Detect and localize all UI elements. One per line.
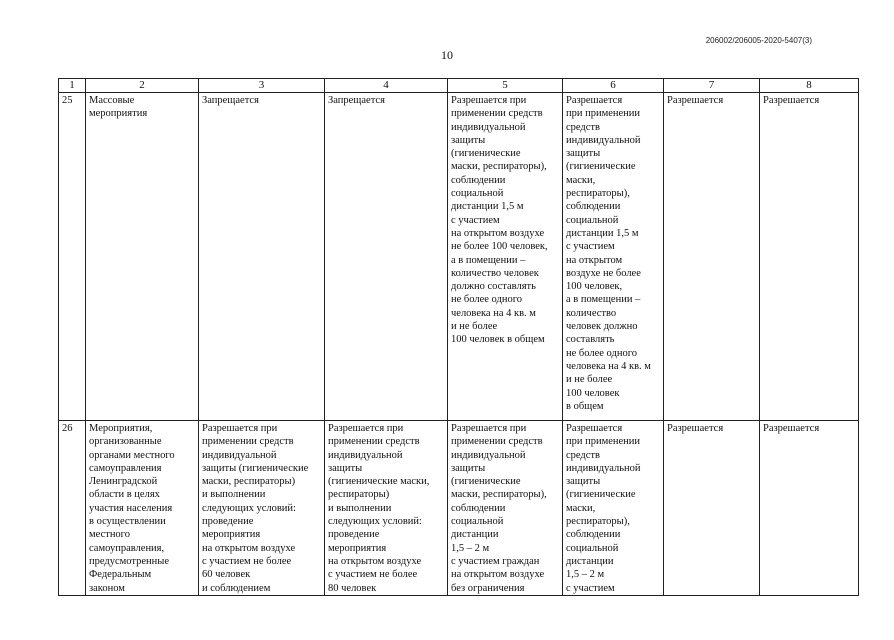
header-cell-6: 6 (563, 79, 664, 93)
header-row (59, 79, 859, 93)
document-number: 206002/206005-2020-5407(3) (705, 36, 812, 45)
row-number-cell: 26 (59, 421, 86, 596)
header-cell-4: 4 (325, 79, 448, 93)
table-cell: Разрешается при применении средств индивидуальной защиты (гигиенические маски, респираторы), соблюдении социальной дистанции 1,5 м с участием на открытом воздухе не более 100 человек, а в помещении – количество человек должно составлять не более одного человека на 4 кв. м и не более 100 человек в общем (563, 93, 664, 421)
table-row (59, 421, 859, 596)
header-cell-3: 3 (199, 79, 325, 93)
table-cell: Разрешается при применении средств индивидуальной защиты (гигиенические маски, респираторы), соблюдении социальной дистанции 1,5 м с участием на открытом воздухе не более 100 человек, а в помещении – количество человек должно составлять не более одного человека на 4 кв. м и не более 100 человек в общем (448, 93, 563, 421)
activity-cell: Массовые мероприятия (86, 93, 199, 421)
table-cell: Запрещается (325, 93, 448, 421)
table-cell: Разрешается (664, 421, 760, 596)
activity-cell: Мероприятия, организованные органами местного самоуправления Ленинградской области в целях участия населения в осуществлении местного самоуправления, предусмотренные Федеральным законом (86, 421, 199, 596)
page-number: 10 (441, 48, 453, 62)
table-row (59, 93, 859, 421)
table-cell: Разрешается при применении средств индивидуальной защиты (гигиенические маски, респираторы), соблюдении социальной дистанции 1,5 – 2 м с участием (563, 421, 664, 596)
table-cell: Запрещается (199, 93, 325, 421)
table-cell: Разрешается (664, 93, 760, 421)
row-number-cell: 25 (59, 93, 86, 421)
table-cell: Разрешается (760, 93, 859, 421)
header-cell-2: 2 (86, 79, 199, 93)
header-cell-7: 7 (664, 79, 760, 93)
header-cell-8: 8 (760, 79, 859, 93)
header-cell-5: 5 (448, 79, 563, 93)
table-cell: Разрешается при применении средств индивидуальной защиты (гигиенические маски, респираторы) и выполнении следующих условий: проведение мероприятия на открытом воздухе с участием не более 80 человек (325, 421, 448, 596)
table-cell: Разрешается при применении средств индивидуальной защиты (гигиенические маски, респираторы) и выполнении следующих условий: проведение мероприятия на открытом воздухе с участием не более 60 человек и соблюдением (199, 421, 325, 596)
header-cell-1: 1 (59, 79, 86, 93)
regulations-table (58, 78, 859, 596)
table-cell: Разрешается при применении средств индивидуальной защиты (гигиенические маски, респираторы), соблюдении социальной дистанции 1,5 – 2 м с участием граждан на открытом воздухе без ограничения (448, 421, 563, 596)
table-cell: Разрешается (760, 421, 859, 596)
